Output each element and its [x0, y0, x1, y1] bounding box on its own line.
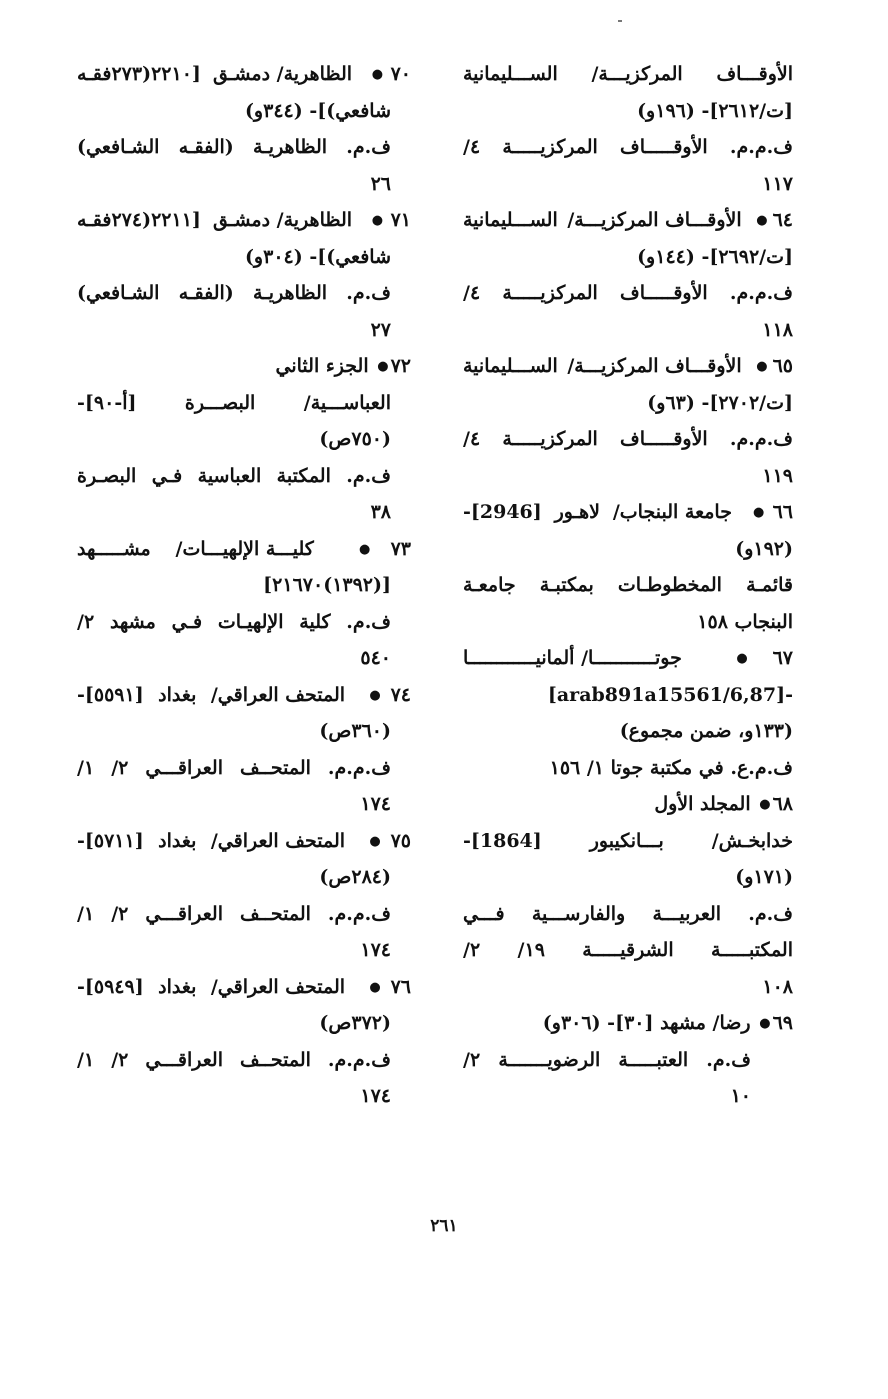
entry-number: ٧٥ — [390, 829, 411, 852]
entry-64 — [463, 202, 793, 348]
entry-line: ف.م. الظاهريـة (الفقـه الشـافعي) — [77, 136, 391, 158]
entry-line: -[87,arab891a15561/6] — [547, 683, 793, 706]
entry-heading-line — [463, 640, 793, 677]
entry-number: ٧٠ — [390, 63, 411, 85]
bullet-icon: ● — [366, 67, 389, 82]
bullet-icon: ● — [377, 359, 389, 374]
entry-line: ف.م.م. الأوقـــــاف المركزيـــــة ٤/ — [463, 136, 793, 158]
entry-line: ف.م. كلية الإلهيـات فـي مشهد ٢/ — [77, 610, 391, 633]
entry-number: ٦٤ — [772, 209, 793, 231]
entry-line: [ت/٢٦١٢]- (١٩٦و) — [637, 99, 793, 122]
entry-heading-line — [463, 1005, 793, 1042]
entry-number: ٦٩ — [772, 1012, 793, 1034]
entry-line: (٣٦٠ص) — [319, 720, 391, 742]
entry-line: (٧٥٠ص) — [319, 428, 391, 450]
entry-number: ٧٣ — [390, 537, 411, 560]
entry-text: جوتـــــــــــا/ ألمانيــــــــــــا — [463, 647, 682, 669]
entry-67 — [463, 640, 793, 786]
entry-heading-line — [463, 202, 793, 239]
entry-line: ف.م.م. المتحــف العراقـــي ٢/ ١/ — [77, 902, 391, 925]
entry-line: ٢٦ — [370, 172, 391, 195]
entry-line: ف.م. العتبـــــة الرضويـــــــة ٢/ — [463, 1048, 751, 1071]
entry-65 — [463, 348, 793, 494]
entry-69 — [463, 1005, 793, 1115]
scan-speck — [618, 20, 622, 22]
entry-71 — [77, 202, 411, 348]
entry-line: ١٠ — [730, 1085, 751, 1107]
entry-line: ١٠٨ — [762, 975, 793, 998]
entry-line: [ت/٢٧٠٢]- (٦٣و) — [647, 391, 793, 414]
entry-text: الظاهرية/ دمشـق [٢٢١١(٢٧٤فقـه — [77, 209, 353, 231]
entry-line: ٣٨ — [370, 501, 391, 523]
entry-line: ٥٤٠ — [360, 647, 391, 669]
entry-line: المكتبـــــة الشرقيـــــة ١٩/ ٢/ — [463, 939, 793, 961]
entry-text: الجزء الثاني — [275, 355, 369, 377]
entry-line: البنجاب ١٥٨ — [697, 610, 793, 633]
entry-line: ١٧٤ — [360, 939, 391, 961]
entry-number: ٦٧ — [772, 647, 793, 669]
entry-text: المتحف العراقي/ بغداد [٥٥٩١]- — [77, 683, 346, 706]
entry-number: ٦٦ — [772, 501, 793, 523]
entry-text: المتحف العراقي/ بغداد [٥٧١١]- — [77, 829, 346, 852]
entry-heading-line — [77, 677, 411, 714]
entry-line: [ت/٢٦٩٢]- (١٤٤و) — [637, 245, 793, 268]
entry-number: ٧٢ — [390, 355, 411, 377]
entry-line: الأوقـــاف المركزيـــة/ الســـليمانية — [463, 63, 793, 85]
entry-heading-line — [77, 969, 411, 1006]
entry-line: (١٧١و) — [735, 866, 793, 888]
left-column — [77, 56, 411, 1115]
entry-76 — [77, 969, 411, 1115]
entry-66 — [463, 494, 793, 640]
entry-heading-line — [77, 531, 411, 568]
entry-heading-line — [77, 348, 411, 385]
entry-line: العباســـية/ البصـــرة [أ-٩٠]- — [77, 391, 391, 414]
bullet-icon: ● — [361, 979, 389, 995]
entry-line: (٣٧٢ص) — [319, 1012, 391, 1034]
bullet-icon: ● — [361, 687, 389, 703]
bullet-icon: ● — [753, 359, 771, 374]
entry-text: المجلد الأول — [654, 793, 751, 815]
page-number: ٢٦١ — [430, 1216, 458, 1236]
entry-text: رضا/ مشهد [٣٠]- (٣٠٦و) — [542, 1012, 751, 1034]
entry-line: (٢٨٤ص) — [319, 866, 391, 888]
entry-line: ف.م. العربيـــة والفارســـية فـــي — [463, 902, 793, 925]
entry-line: ١٧٤ — [360, 1085, 391, 1107]
entry-heading-line — [77, 56, 411, 93]
entry-line: ف.م.م. الأوقـــــاف المركزيـــــة ٤/ — [463, 428, 793, 450]
right-column — [463, 56, 793, 1115]
entry-line: ١١٨ — [762, 318, 793, 341]
entry-line: قائمـة المخطوطـات بمكتبـة جامعـة — [463, 574, 793, 596]
entry-number: ٧٤ — [390, 683, 411, 706]
entry-heading-line — [77, 823, 411, 860]
entry-72 — [77, 348, 411, 531]
entry-line: [(١٣٩٢)٢١٦٧٠] — [263, 574, 391, 596]
entry-line: ١١٩ — [762, 464, 793, 487]
bullet-icon: ● — [759, 1016, 771, 1031]
entry-heading-line — [77, 202, 411, 239]
entry-heading-line — [463, 348, 793, 385]
entry-line: (١٣٣و، ضمن مجموع) — [619, 720, 793, 742]
entry-text: الأوقـــاف المركزيـــة/ الســـليمانية — [463, 209, 742, 231]
entry-74 — [77, 677, 411, 823]
entry-70 — [77, 56, 411, 202]
entry-68 — [463, 786, 793, 1005]
entry-continued — [463, 56, 793, 202]
entry-number: ٦٨ — [772, 793, 793, 815]
entry-line: خدابخـش/ بـــانكيبور [1864]- — [463, 829, 793, 852]
bullet-icon: ● — [713, 651, 771, 666]
entry-73 — [77, 531, 411, 677]
entry-line: (١٩٢و) — [735, 537, 793, 560]
bullet-icon: ● — [361, 833, 389, 849]
bullet-icon: ● — [759, 797, 771, 812]
entry-text: المتحف العراقي/ بغداد [٥٩٤٩]- — [77, 975, 346, 998]
entry-line: شافعي)]- (٣٠٤و) — [244, 245, 391, 268]
entry-number: ٦٥ — [772, 355, 793, 377]
entry-text: الظاهرية/ دمشـق [٢٢١٠(٢٧٣فقـه — [77, 63, 353, 85]
bullet-icon: ● — [366, 213, 389, 228]
entry-line: شافعي)]- (٣٤٤و) — [244, 99, 391, 122]
entry-heading-line — [463, 786, 793, 823]
entry-line: ٢٧ — [370, 318, 391, 341]
entry-text: كليـــة الإلهيـــات/ مشـــــهد — [77, 537, 314, 560]
entry-heading-line — [463, 494, 793, 531]
bullet-icon: ● — [753, 213, 771, 228]
entry-text: جامعة البنجاب/ لاهـور [2946]- — [463, 501, 732, 523]
entry-number: ٧١ — [390, 209, 411, 231]
entry-line: ف.م.ع. في مكتبة جوتا ١/ ١٥٦ — [549, 756, 793, 779]
entry-line: ١٧٤ — [360, 793, 391, 815]
entry-line: ف.م. الظاهريـة (الفقـه الشـافعي) — [77, 282, 391, 304]
entry-text: الأوقـــاف المركزيـــة/ الســـليمانية — [463, 355, 742, 377]
entry-line: ف.م.م. المتحــف العراقـــي ٢/ ١/ — [77, 756, 391, 779]
entry-line: ف.م.م. المتحــف العراقـــي ٢/ ١/ — [77, 1048, 391, 1071]
entry-line: ف.م. المكتبة العباسية فـي البصـرة — [77, 464, 391, 487]
entry-line: ١١٧ — [762, 172, 793, 195]
bullet-icon: ● — [340, 541, 389, 557]
bullet-icon: ● — [746, 505, 771, 520]
entry-line: ف.م.م. الأوقـــــاف المركزيـــــة ٤/ — [463, 282, 793, 304]
entry-75 — [77, 823, 411, 969]
entry-number: ٧٦ — [390, 975, 411, 998]
